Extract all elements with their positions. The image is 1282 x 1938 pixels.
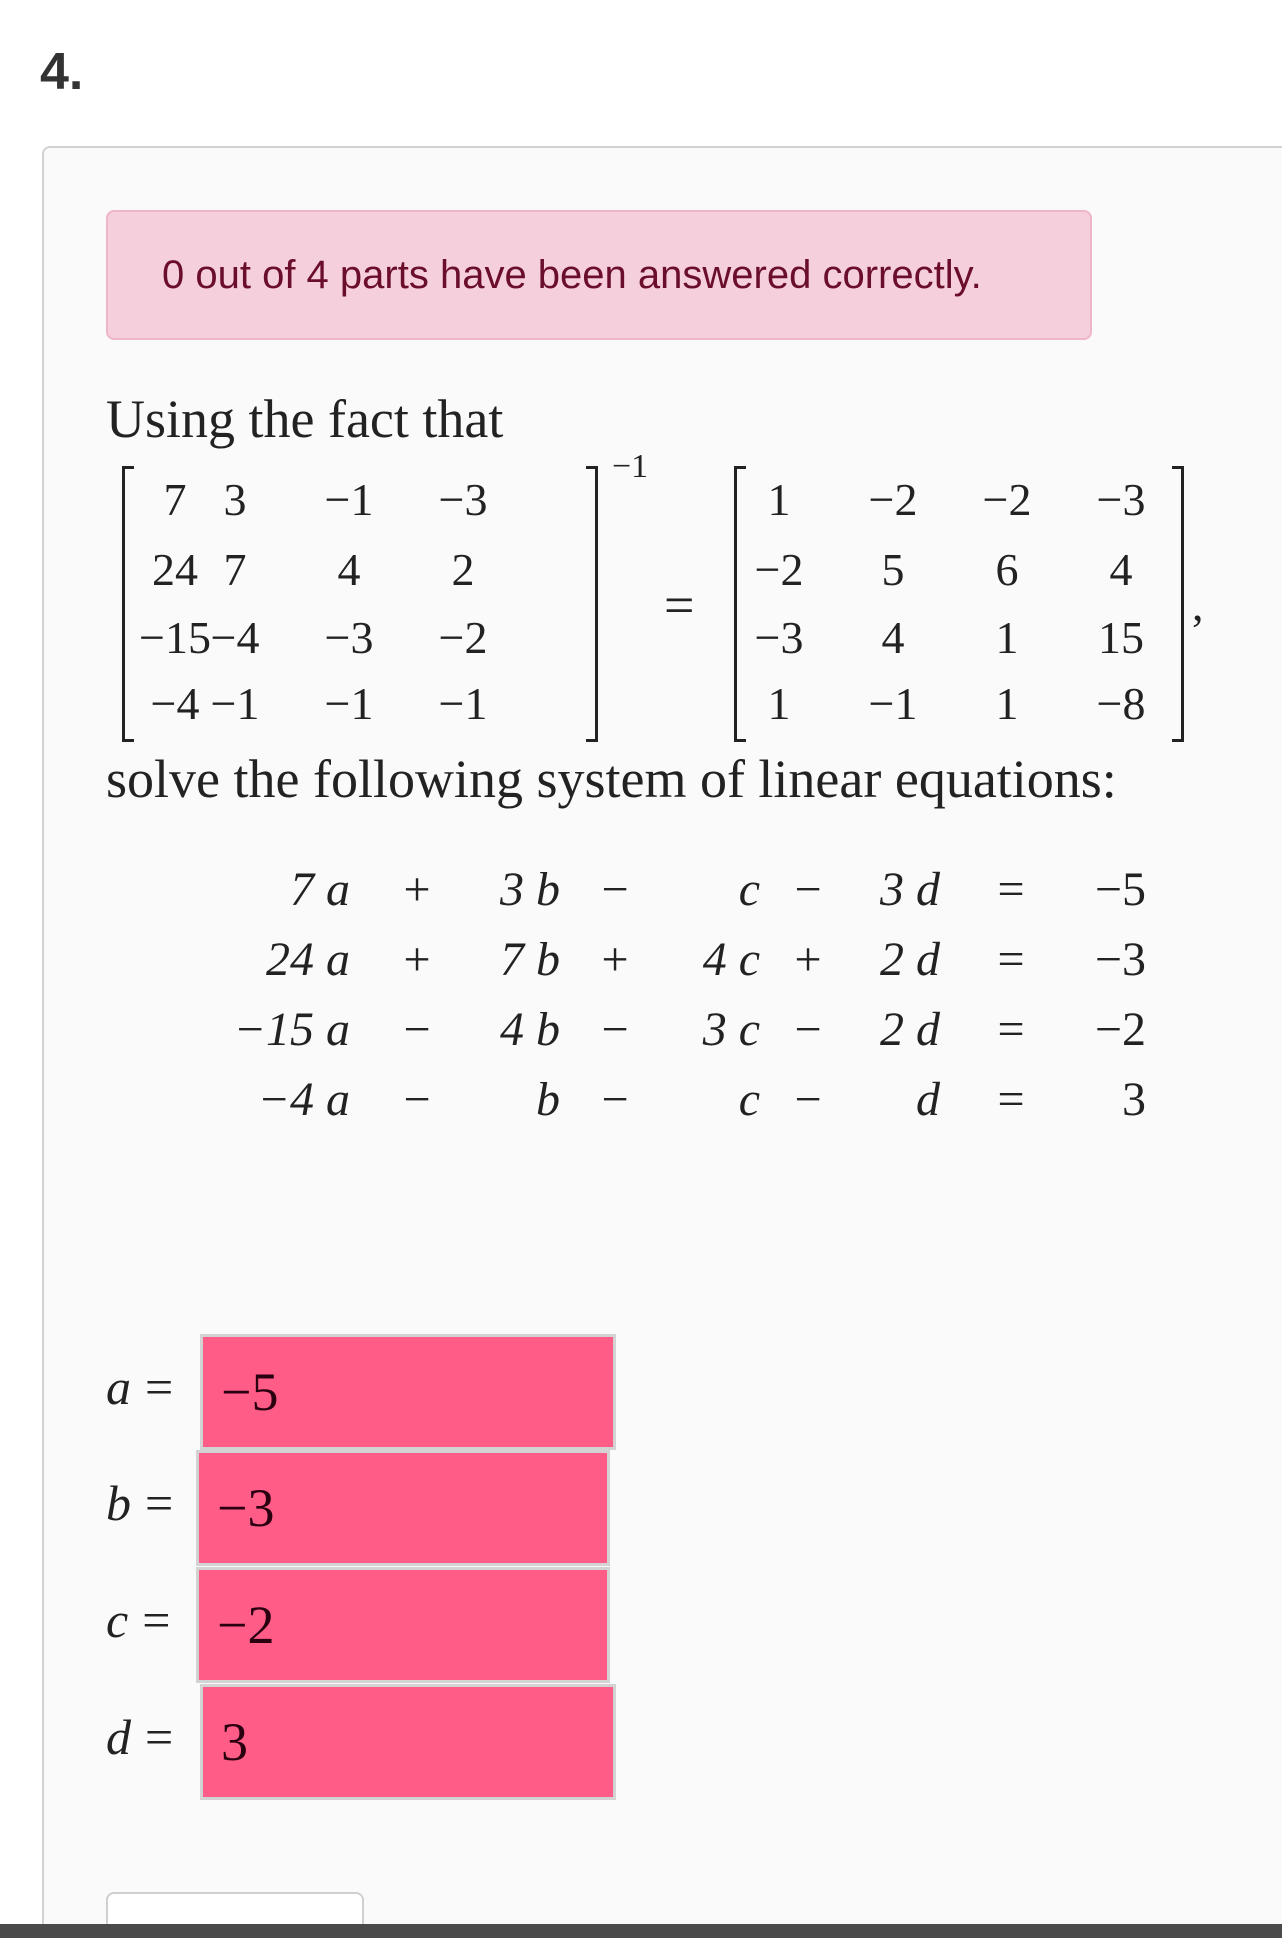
equation-term: 7 b: [500, 933, 560, 986]
equation-term: 4 c: [702, 933, 760, 986]
question-number: 4.: [40, 43, 84, 101]
matrix-cell: 1: [767, 474, 791, 525]
matrix-cell: 4: [881, 612, 905, 663]
answer-label-a: [106, 1358, 186, 1416]
intro-text: Using the fact that: [106, 389, 504, 449]
answer-label-b: [106, 1474, 186, 1532]
equation-operator: −: [601, 863, 629, 916]
equation-rhs: 3: [1122, 1073, 1146, 1126]
equation-operator: +: [794, 933, 822, 986]
answer-input-c[interactable]: −2: [196, 1567, 610, 1683]
matrix-cell: −15: [139, 612, 211, 663]
matrix-cell: 7: [223, 544, 247, 595]
equation-term: 3 b: [500, 863, 560, 916]
inverse-exponent: −1: [612, 448, 649, 485]
equation-equals: =: [997, 1073, 1025, 1126]
equation-term: c: [738, 1073, 760, 1126]
matrix-cell: 4: [1109, 544, 1133, 595]
matrix-cell: 1: [995, 612, 1019, 663]
matrix-cell: −3: [1096, 474, 1146, 525]
equation-term: c: [738, 863, 760, 916]
matrix-cell: 3: [223, 474, 247, 525]
matrix-cell: 24: [152, 544, 198, 595]
matrix-cell: −8: [1096, 678, 1146, 729]
matrix-cell: 4: [337, 544, 361, 595]
equation-operator: +: [403, 933, 431, 986]
equation-term: b: [536, 1073, 560, 1126]
equals-sign: =: [145, 1359, 174, 1415]
equation-operator: −: [794, 1073, 822, 1126]
matrix-cell: 15: [1098, 612, 1144, 663]
answer-label-d: [106, 1708, 186, 1766]
matrix-cell: 6: [995, 544, 1019, 595]
equation-operator: +: [403, 863, 431, 916]
bottom-bar: [0, 1924, 1282, 1938]
matrix-cell: −4: [210, 612, 260, 663]
equation-equals: =: [997, 863, 1025, 916]
status-alert: [106, 210, 1092, 340]
trailing-comma: ,: [1192, 579, 1204, 630]
equation-operator: −: [403, 1073, 431, 1126]
equation-operator: −: [601, 1073, 629, 1126]
equation-term: 3 c: [702, 1003, 760, 1056]
matrix-cell: 7: [163, 474, 187, 525]
matrix-cell: −2: [868, 474, 918, 525]
answer-label-c: [106, 1591, 186, 1649]
matrix-cell: −2: [438, 612, 488, 663]
equation-equals: =: [997, 933, 1025, 986]
variable-name: b: [106, 1475, 131, 1531]
equation-term: 7 a: [290, 863, 350, 916]
equation-term: −4 a: [257, 1073, 350, 1126]
matrix-cell: −1: [868, 678, 918, 729]
matrix-cell: −1: [210, 678, 260, 729]
right-bracket: [586, 466, 598, 742]
answer-input-a[interactable]: −5: [200, 1334, 616, 1450]
matrix-cell: 2: [451, 544, 475, 595]
equation-operator: +: [601, 933, 629, 986]
equation-term: 2 d: [880, 933, 940, 986]
matrix-equals-sign: =: [664, 575, 695, 635]
answer-input-d[interactable]: 3: [200, 1684, 616, 1800]
equals-sign: =: [142, 1592, 171, 1648]
equation-operator: −: [601, 1003, 629, 1056]
variable-name: a: [106, 1359, 131, 1415]
matrix-cell: 5: [881, 544, 905, 595]
matrix-cell: 1: [995, 678, 1019, 729]
equation-equals: =: [997, 1003, 1025, 1056]
matrix-cell: −3: [324, 612, 374, 663]
equation-term: 3 d: [880, 863, 940, 916]
matrix-cell: 1: [767, 678, 791, 729]
matrix-b: [734, 466, 1184, 742]
equation-term: d: [916, 1073, 940, 1126]
matrix-cell: −3: [754, 612, 804, 663]
equation-term: 2 d: [880, 1003, 940, 1056]
matrix-cell: −4: [150, 678, 200, 729]
equation-rhs: −2: [1094, 1003, 1146, 1056]
matrix-a: [122, 466, 598, 742]
variable-name: c: [106, 1592, 129, 1648]
matrix-cell: −1: [438, 678, 488, 729]
equation-rhs: −5: [1094, 863, 1146, 916]
equation-rhs: −3: [1094, 933, 1146, 986]
matrix-cell: −2: [982, 474, 1032, 525]
equation-term: 4 b: [500, 1003, 560, 1056]
answer-input-b[interactable]: −3: [196, 1450, 610, 1566]
matrix-cell: −1: [324, 474, 374, 525]
equals-sign: =: [145, 1475, 174, 1531]
equation-operator: −: [794, 1003, 822, 1056]
equation-operator: −: [794, 863, 822, 916]
instruction-text: solve the following system of linear equations:: [106, 749, 1117, 809]
matrix-cell: −1: [324, 678, 374, 729]
equals-sign: =: [145, 1709, 174, 1765]
variable-name: d: [106, 1709, 131, 1765]
equation-term: −15 a: [233, 1003, 350, 1056]
matrix-cell: −3: [438, 474, 488, 525]
equation-operator: −: [403, 1003, 431, 1056]
matrix-cell: −2: [754, 544, 804, 595]
equation-term: 24 a: [266, 933, 350, 986]
status-alert-text: 0 out of 4 parts have been answered correctly.: [162, 252, 982, 297]
